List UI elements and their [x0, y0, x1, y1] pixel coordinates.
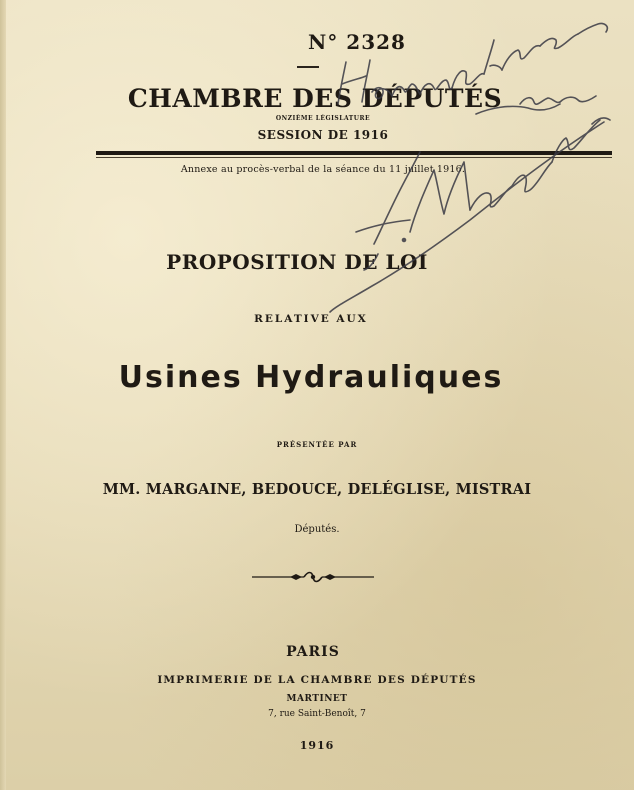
imprint-address: 7, rue Saint-Benoît, 7 [268, 709, 366, 719]
document-number: N° 2328 [308, 30, 406, 54]
number-underline [297, 66, 319, 68]
imprint-printer: IMPRIMERIE DE LA CHAMBRE DES DÉPUTÉS [157, 674, 477, 686]
chamber-title: CHAMBRE DES DÉPUTÉS [127, 84, 503, 113]
authors-line: MM. MARGAINE, BEDOUCE, DELÉGLISE, MISTRAI [102, 481, 532, 498]
legislature-label: ONZIÈME LÉGISLATURE [275, 115, 371, 122]
subject-title: Usines Hydrauliques [118, 360, 504, 395]
annexe-note: Annexe au procès-verbal de la séance du 11 juillet 1916. [180, 164, 466, 175]
imprint-year: 1916 [299, 739, 335, 752]
relative-label: RELATIVE AUX [254, 313, 368, 325]
imprint-city: PARIS [286, 644, 340, 660]
presentee-label: PRÉSENTÉE PAR [276, 440, 358, 449]
header-rule-thin [96, 157, 612, 158]
imprint-martinet: MARTINET [286, 694, 348, 704]
session-label: SESSION DE 1916 [257, 128, 389, 142]
proposition-title: PROPOSITION DE LOI [166, 250, 428, 274]
header-rule [96, 151, 612, 155]
role-label: Députés. [294, 524, 340, 535]
ornament-divider-icon [250, 570, 376, 584]
